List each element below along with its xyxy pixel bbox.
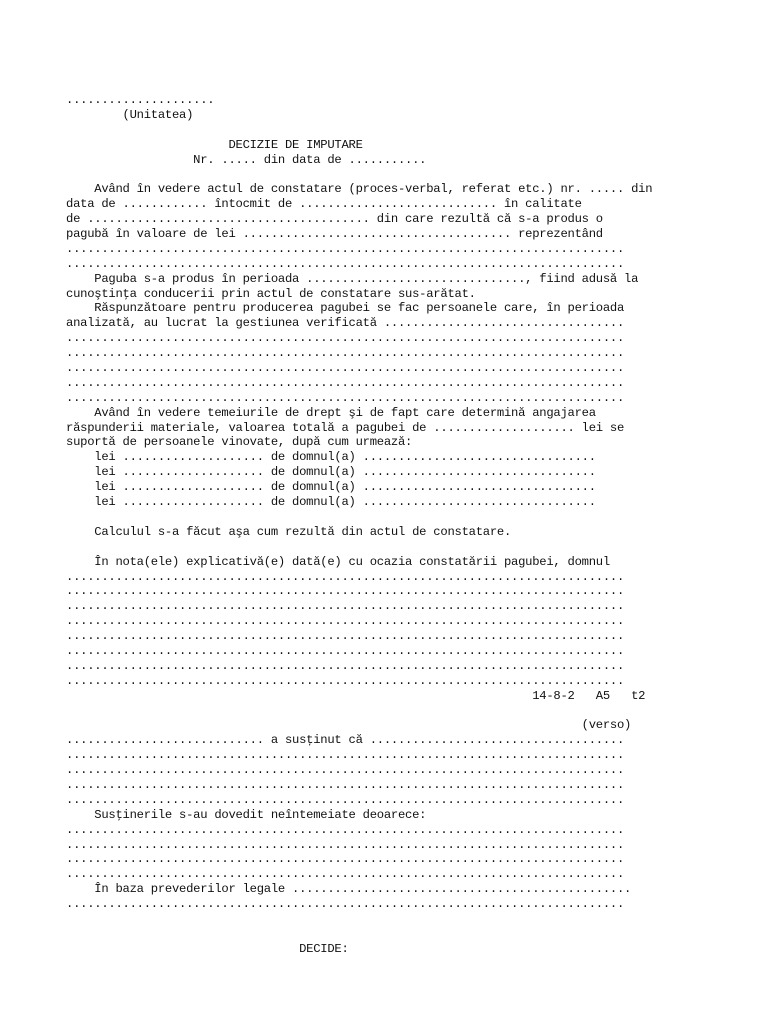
document-line: lei .................... de domnul(a) ................................. bbox=[66, 495, 596, 510]
document-line bbox=[66, 540, 706, 555]
document-line: ............................................................................... bbox=[66, 629, 625, 644]
document-line bbox=[66, 704, 706, 719]
document-line: ............................................................................... bbox=[66, 763, 625, 778]
document-line: (verso) bbox=[66, 718, 632, 733]
document-line: lei .................... de domnul(a) ................................. bbox=[66, 480, 596, 495]
document-line: cunoştinţa conducerii prin actul de constatare sus-arătat. bbox=[66, 286, 476, 301]
document-line: 14-8-2 A5 t2 bbox=[66, 688, 646, 703]
document-line: ..................... bbox=[66, 93, 215, 107]
document-line: ............................................................................... bbox=[66, 867, 625, 882]
document-line: Susţinerile s-au dovedit neîntemeiate deoarece: bbox=[66, 807, 427, 822]
document-line: lei .................... de domnul(a) ................................. bbox=[66, 465, 596, 480]
document-line: ............................................................................... bbox=[66, 346, 625, 361]
document-line: Paguba s-a produs în perioada ..............................., fiind adusă la bbox=[66, 271, 639, 286]
document-line: ............................................................................... bbox=[66, 673, 625, 688]
document-line: data de ............ întocmit de ............................ în calitate bbox=[66, 197, 582, 212]
document-line: ............................................................................... bbox=[66, 584, 625, 599]
document-line: ............................................................................... bbox=[66, 390, 625, 405]
document-line: pagubă în valoare de lei ...................................... reprezentând bbox=[66, 227, 603, 242]
document-line: Având în vedere temeiurile de drept şi de fapt care determină angajarea bbox=[66, 405, 596, 420]
document-line: Nr. ..... din data de ........... bbox=[66, 152, 427, 167]
document-line: ............................................................................... bbox=[66, 241, 625, 256]
document-line: În baza prevederilor legale ................................................ bbox=[66, 882, 632, 897]
document-line: ............................................................................... bbox=[66, 852, 625, 867]
document-line: ............................................................................... bbox=[66, 837, 625, 852]
document-line: ............................................................................... bbox=[66, 375, 625, 390]
document-line bbox=[66, 927, 706, 942]
document-line bbox=[66, 167, 706, 182]
document-line: În nota(ele) explicativă(e) dată(e) cu ocazia constatării pagubei, domnul bbox=[66, 554, 610, 569]
document-line: ............................................................................... bbox=[66, 897, 625, 912]
document-line: ............................................................................... bbox=[66, 777, 625, 792]
document-line: (Unitatea) bbox=[66, 107, 194, 122]
document-line: ............................................................................... bbox=[66, 599, 625, 614]
document-line: ............................................................................... bbox=[66, 614, 625, 629]
document-line: de ........................................ din care rezultă că s-a produs o bbox=[66, 212, 603, 227]
document-line: ............................................................................... bbox=[66, 256, 625, 271]
document-body bbox=[66, 93, 706, 957]
document-line: DECIZIE DE IMPUTARE bbox=[66, 137, 363, 152]
document-line: ............................ a susţinut că .................................... bbox=[66, 733, 625, 748]
document-line: Răspunzătoare pentru producerea pagubei se fac persoanele care, în perioada bbox=[66, 301, 625, 316]
document-line bbox=[66, 510, 706, 525]
document-line: ............................................................................... bbox=[66, 331, 625, 346]
document-line bbox=[66, 123, 706, 138]
document-line: răspunderii materiale, valoarea totală a pagubei de .................... lei se bbox=[66, 420, 625, 435]
document-line: DECIDE: bbox=[66, 941, 349, 956]
document-line: ............................................................................... bbox=[66, 643, 625, 658]
document-line: suportă de persoanele vinovate, după cum urmează: bbox=[66, 435, 413, 450]
document-line: ............................................................................... bbox=[66, 361, 625, 376]
document-line: ............................................................................... bbox=[66, 822, 625, 837]
document-line: lei .................... de domnul(a) ................................. bbox=[66, 450, 596, 465]
document-line: ............................................................................... bbox=[66, 569, 625, 584]
document-line: Calculul s-a făcut aşa cum rezultă din actul de constatare. bbox=[66, 524, 512, 539]
document-line: Având în vedere actul de constatare (proces-verbal, referat etc.) nr. ..... din bbox=[66, 182, 653, 197]
document-line bbox=[66, 912, 706, 927]
document-line: ............................................................................... bbox=[66, 792, 625, 807]
document-line: analizată, au lucrat la gestiunea verificată .................................. bbox=[66, 316, 625, 331]
document-line: ............................................................................... bbox=[66, 658, 625, 673]
document-line: ............................................................................... bbox=[66, 748, 625, 763]
